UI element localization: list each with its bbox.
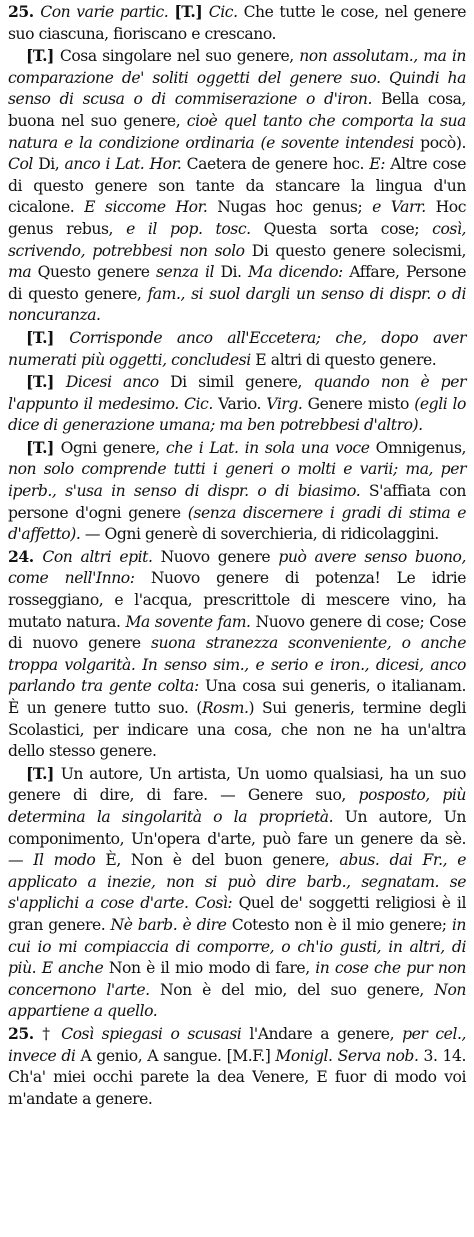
text-run: così, scrivendo, potrebbesi non solo [8, 219, 466, 260]
text-run: cioè quel tanto che comporta la sua natura e la condizione ordinaria (e sovente intendesi [8, 111, 466, 152]
text-run: Ma dicendo: [248, 263, 350, 282]
text-run: Rosm. [201, 699, 249, 717]
text-run: Una cosa sui generis, o italianam. È un genere tutto suo. ( [8, 677, 466, 717]
text-run: Che tutte le cose, nel genere suo ciascuna, fioriscano e crescano. [8, 3, 466, 43]
entry-marker: [T.] [174, 2, 209, 21]
entry-marker: [T.] [26, 372, 66, 392]
text-run: Nuovo genere [160, 547, 279, 566]
text-run: Nuovo genere di cose; Cose di nuovo genere [8, 612, 466, 653]
text-run: pocò). [420, 133, 466, 152]
text-run: posposto, più determina la singolarità o la proprietà. [8, 786, 466, 826]
text-run: Quel de' soggetti religiosi è il gran genere. [8, 894, 466, 934]
text-run: l'Andare a genere, [249, 1024, 403, 1043]
entry-paragraph [8, 437, 466, 546]
entry-marker: [T.] [26, 327, 70, 347]
text-run: suona stranezza sconveniente, o anche troppa volgarità. In senso sim., e serio e iron., dicesi, anco parlando tra gente colta: [8, 634, 466, 696]
text-run: Monigl. Serva nob. [275, 1046, 424, 1065]
text-run: che i Lat. in sola una voce [165, 438, 376, 457]
text-run: quando non è per l'appunto il medesimo. Cic. [8, 373, 466, 413]
text-run: Non appartiene a quello. [8, 980, 466, 1021]
text-run: Non è il mio modo di fare, [108, 959, 316, 978]
text-run: A genio, A sangue. [M.F.] [80, 1046, 276, 1065]
text-run: Bella cosa, buona nel suo genere, [8, 90, 466, 130]
text-run: e il pop. tosc. [126, 219, 264, 238]
text-run: Questo genere [37, 263, 156, 282]
text-run: Ogni genere, [60, 438, 166, 457]
text-run: Cosa singolare nel suo genere, [59, 47, 300, 66]
text-run: Omnigenus, [375, 438, 466, 457]
entry-marker: 25. [8, 1023, 43, 1043]
entry-marker: 24. [8, 546, 43, 566]
text-run: non assolutam., ma in comparazione de' soliti oggetti del genere suo. Quindi ha senso di scusa o di commiserazione o d'iron. [8, 47, 466, 109]
text-run: in cui io mi compiaccia di comporre, o ch'io gusti, in altri, di più. E anche [8, 915, 466, 978]
text-run: Ma sovente fam. [125, 612, 256, 631]
text-run: ) Sui generis, termine degli Scolastici, per indicare una cosa, che non ne ha un'altra dello stesso genere. [8, 699, 466, 761]
text-run: Hoc genus rebus, [8, 198, 467, 238]
text-run: Di simil genere, [170, 373, 314, 392]
text-run: † [42, 1024, 62, 1043]
text-run: Dicesi anco [65, 373, 171, 392]
entry-paragraph [8, 327, 466, 371]
text-run: Un autore, Un componimento, Un'opera d'arte, può fare un genere da sè. — [8, 807, 466, 870]
text-run: e Varr. [372, 198, 436, 217]
entry-marker: [T.] [26, 763, 61, 783]
text-run: Nuovo genere di potenza! Le idrie rosseggiano, e l'acqua, prescrittole di mescere vino, ha mutato natura. [8, 569, 466, 631]
entry-paragraph [8, 1023, 466, 1110]
text-run: Corrisponde anco all'Eccetera; che, dopo aver numerati più oggetti, concludesi [8, 328, 466, 369]
text-run: Vario. [218, 394, 267, 413]
text-run: Affare, Persone di questo genere, [8, 263, 466, 303]
text-run: E siccome Hor. [84, 198, 218, 217]
text-run: Col [8, 155, 39, 174]
text-run: Così spiegasi o scusasi [61, 1024, 250, 1043]
text-run: (senza discernere i gradi di stima e d'affetto). [8, 503, 466, 544]
text-run: Il modo [33, 851, 106, 870]
text-run: senza il [155, 263, 221, 282]
text-run: fam., si suol dargli un senso di dispr. o di noncuranza. [8, 284, 466, 325]
text-run: Altre cose di questo genere son tante da stancare la lingua d'un cicalone. [8, 155, 467, 217]
entry-marker: [T.] [26, 437, 61, 457]
text-run: Di. [220, 263, 249, 282]
entry-paragraph [8, 45, 466, 327]
text-run: non solo comprende tutti i generi o molti e varii; ma, per iperb., s'usa in senso di dispr. o di biasimo. [8, 460, 466, 501]
text-run: Nè barb. è dire [110, 915, 232, 934]
text-run: per cel., invece di [8, 1024, 467, 1065]
text-run: Cic. [208, 3, 244, 21]
entry-paragraph [8, 546, 466, 763]
text-run: Non è del mio, del suo genere, [160, 980, 435, 999]
text-run: Di, [38, 155, 65, 174]
text-run: — Ogni generè di soverchieria, di ridicolaggini. [84, 525, 439, 544]
text-run: Questa sorta cose; [263, 219, 433, 238]
text-run: in cose che pur non concernono l'arte. [8, 959, 466, 999]
text-run: Con altri epit. [42, 547, 161, 566]
text-run: (egli lo dice di generazione umana; ma ben potrebbesi d'altro). [8, 394, 466, 435]
entry-paragraph [8, 371, 466, 437]
text-run: Genere misto [307, 394, 415, 413]
entry-marker: [T.] [26, 46, 60, 66]
entry-paragraph [8, 1, 466, 45]
text-run: Caetera de genere hoc. [186, 155, 370, 174]
text-run: E altri di questo genere. [255, 350, 437, 369]
text-run: Nugas hoc genus; [217, 198, 373, 217]
entry-marker: 25. [8, 2, 41, 21]
text-run: 3. 14. Ch'a' miei occhi parete la dea Venere, E fuor di modo voi m'andate a genere. [8, 1046, 466, 1108]
text-run: S'affiata con persone d'ogni genere [8, 482, 466, 522]
text-run: Di questo genere solecismi, [251, 241, 466, 260]
text-run: Cotesto non è il mio genere; [231, 915, 452, 934]
text-run: anco i Lat. Hor. [64, 155, 187, 174]
text-run: Con varie partic. [40, 3, 175, 21]
text-run: abus. dai Fr., e applicato a inezie, non si può dire barb., segnatam. se s'applichi a cose d'arte. Così: [8, 851, 466, 913]
text-run: Un autore, Un artista, Un uomo qualsiasi, ha un suo genere di dire, di fare. — Genere suo, [8, 764, 466, 805]
entry-paragraph [8, 763, 466, 1023]
text-run: Virg. [266, 394, 308, 413]
text-run: E: [369, 155, 391, 174]
text-run: ma [8, 263, 38, 282]
text-run: può avere senso buono, come nell'Inno: [8, 547, 466, 588]
text-run: È, Non è del buon genere, [105, 851, 340, 870]
